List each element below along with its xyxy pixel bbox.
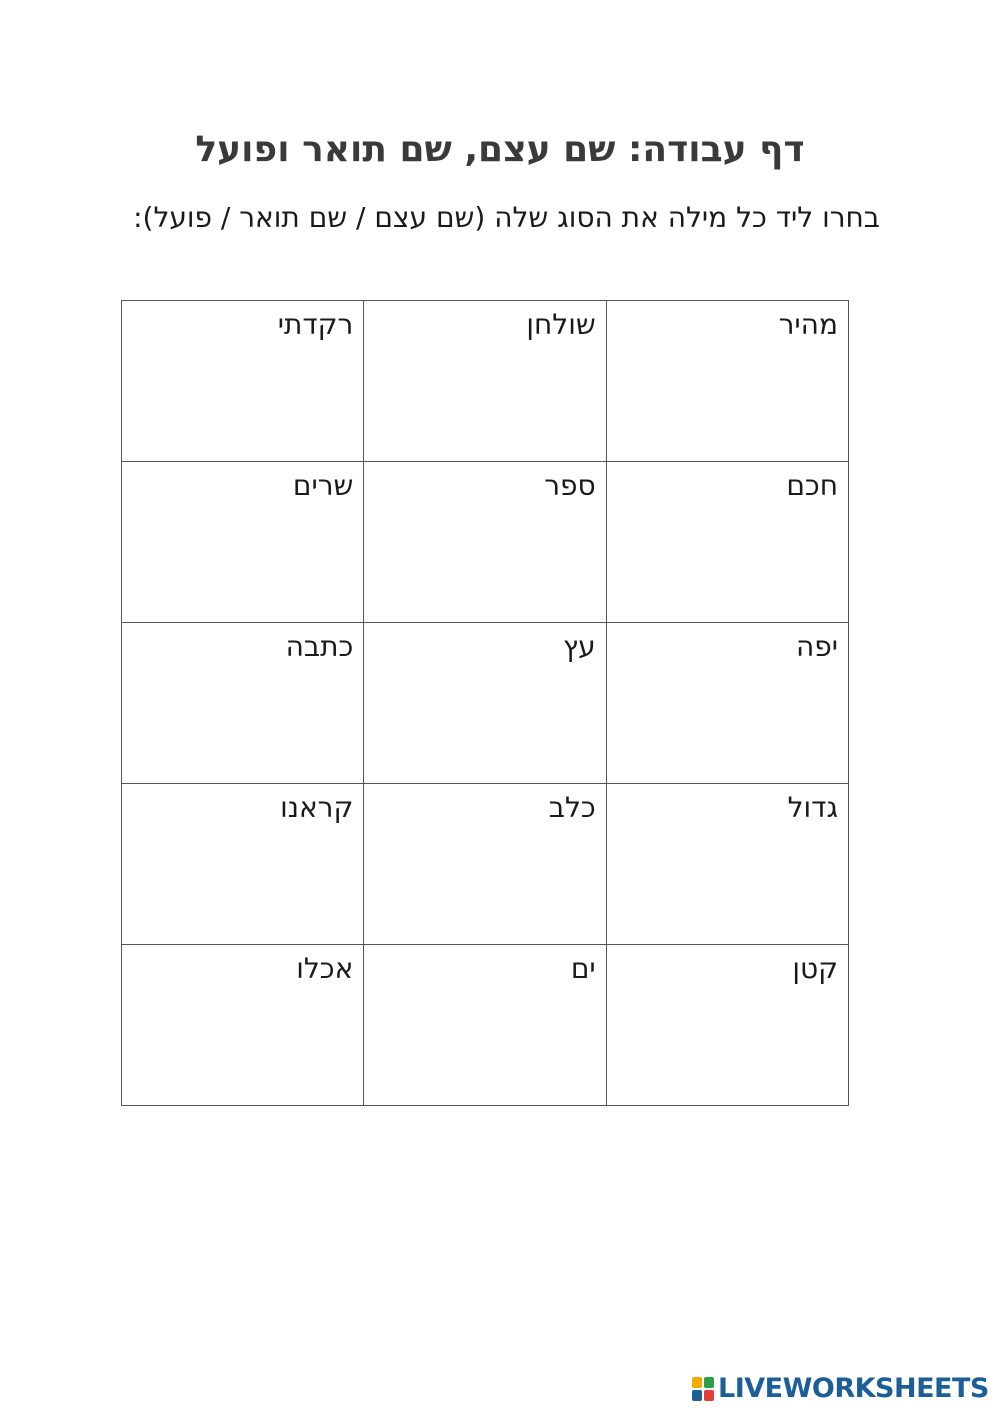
word-cell: רקדתי (122, 301, 364, 462)
word-cell: חכם (606, 462, 848, 623)
word-cell: כתבה (122, 623, 364, 784)
word-cell: עץ (364, 623, 606, 784)
word-cell: ספר (364, 462, 606, 623)
word-cell: כלב (364, 784, 606, 945)
logo-mark-tile (692, 1390, 702, 1401)
page-title: דף עבודה: שם עצם, שם תואר ופועל (195, 129, 805, 170)
word-cell: יפה (606, 623, 848, 784)
word-cell: אכלו (122, 945, 364, 1106)
word-cell: שולחן (364, 301, 606, 462)
table-row (122, 784, 849, 945)
word-cell: קטן (606, 945, 848, 1106)
word-cell: גדול (606, 784, 848, 945)
word-cell: ים (364, 945, 606, 1106)
word-cell: שרים (122, 462, 364, 623)
word-table (121, 300, 849, 1106)
table-row (122, 945, 849, 1106)
word-cell: קראנו (122, 784, 364, 945)
table-row (122, 301, 849, 462)
instructions-text: בחרו ליד כל מילה את הסוג שלה (שם עצם / שם תואר / פועל): (133, 201, 880, 234)
logo-mark-tile (692, 1377, 702, 1388)
table-row (122, 462, 849, 623)
logo-mark-tile (704, 1390, 714, 1401)
logo-mark-tile (704, 1377, 714, 1388)
logo-mark-icon (692, 1377, 714, 1401)
liveworksheets-logo (692, 1374, 989, 1404)
logo-text: LIVEWORKSHEETS (718, 1373, 989, 1404)
table-row (122, 623, 849, 784)
word-cell: מהיר (606, 301, 848, 462)
